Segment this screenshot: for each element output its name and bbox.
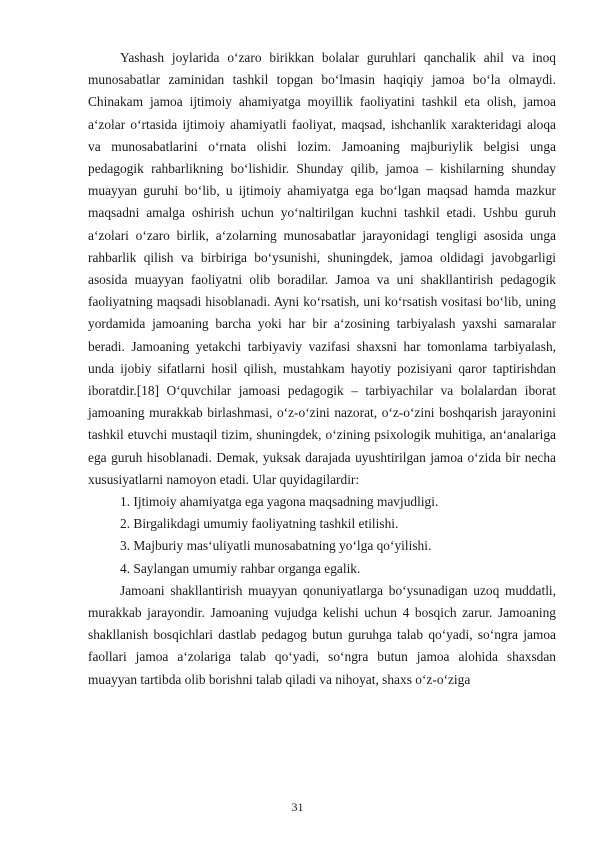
list-item-4: 4. Saylangan umumiy rahbar organga egalik. (120, 560, 361, 576)
list-item-1: 1. Ijtimoiy ahamiyatga ega yagona maqsadning mavjudligi. (120, 494, 439, 510)
document-body (88, 47, 556, 691)
page-number: 31 (291, 800, 304, 814)
list-item-2: 2. Birgalikdagi umumiy faoliyatning tashkil etilishi. (120, 516, 399, 532)
list-item-3: 3. Majburiy mas‘uliyatli munosabatning yo‘lga qo‘yilishi. (120, 538, 432, 554)
paragraph-jamoa-formation: Jamoani shakllantirish muayyan qonuniyatlarga bo‘ysunadigan uzoq muddatli, murakkab jarayondir. Jamoaning vujudga kelishi uchun 4 bosqich zarur. Jamoaning shakllanish bosqichlari dastlab pedagog butun guruhga talab qo‘yadi, so‘ngra jamoa faollari jamoa a‘zolariga talab qo‘yadi, so‘ngra butun jamoa alohida shaxsdan muayyan tartibda olib borishni talab qiladi va nihoyat, shaxs o‘z-o‘ziga (88, 582, 556, 687)
paragraph-jamoa-definition: Yashash joylarida o‘zaro birikkan bolalar guruhlari qanchalik ahil va inoq munosabatlar zaminidan tashkil topgan bo‘lmasin haqiqiy jamoa bo‘la olmaydi. Chinakam jamoa ijtimoiy ahamiyatga moyillik faoliyatini tashkil eta olish, jamoa a‘zolar o‘rtasida ijtimoiy ahamiyatli faoliyat, maqsad, ishchanlik xarakteridagi aloqa va munosabatlarini o‘rnata olishi lozim. Jamoaning majburiylik belgisi unga pedagogik rahbarlikning bo‘lishidir. Shunday qilib, jamoa – kishilarning shunday muayyan guruhi bo‘lib, u ijtimoiy ahamiyatga ega bo‘lgan maqsad hamda mazkur maqsadni amalga oshirish uchun yo‘naltirilgan kuchni tashkil etadi. Ushbu guruh a‘zolari o‘zaro birlik, a‘zolarning munosabatlar jarayonidagi tengligi asosida unga rahbarlik qilish va birbiriga bo‘ysunishi, shuningdek, jamoa oldidagi javobgarligi asosida muayyan faoliyatni olib boradilar. Jamoa va uni shakllantirish pedagogik faoliyatning maqsadi hisoblanadi. Ayni ko‘rsatish, uni ko‘rsatish vositasi bo‘lib, uning yordamida jamoaning barcha yoki har bir a‘zosining tarbiyalash yaxshi samaralar beradi. Jamoaning yetakchi tarbiyaviy vazifasi shaxsni har tomonlama tarbiyalash, unda ijobiy sifatlarni hosil qilish, mustahkam hayotiy pozisiyani qaror taptirishdan iboratdir.[18] O‘quvchilar jamoasi pedagogik – tarbiyachilar va bolalardan iborat jamoaning murakkab birlashmasi, o‘z-o‘zini nazorat, o‘z-o‘zini boshqarish jarayonini tashkil etuvchi mustaqil tizim, shuningdek, o‘zining psixologik muhitiga, an‘analariga ega guruh hisoblanadi. Demak, yuksak darajada uyushtirilgan jamoa o‘zida bir necha xususiyatlarni namoyon etadi. Ular quyidagilardir: (88, 50, 556, 487)
